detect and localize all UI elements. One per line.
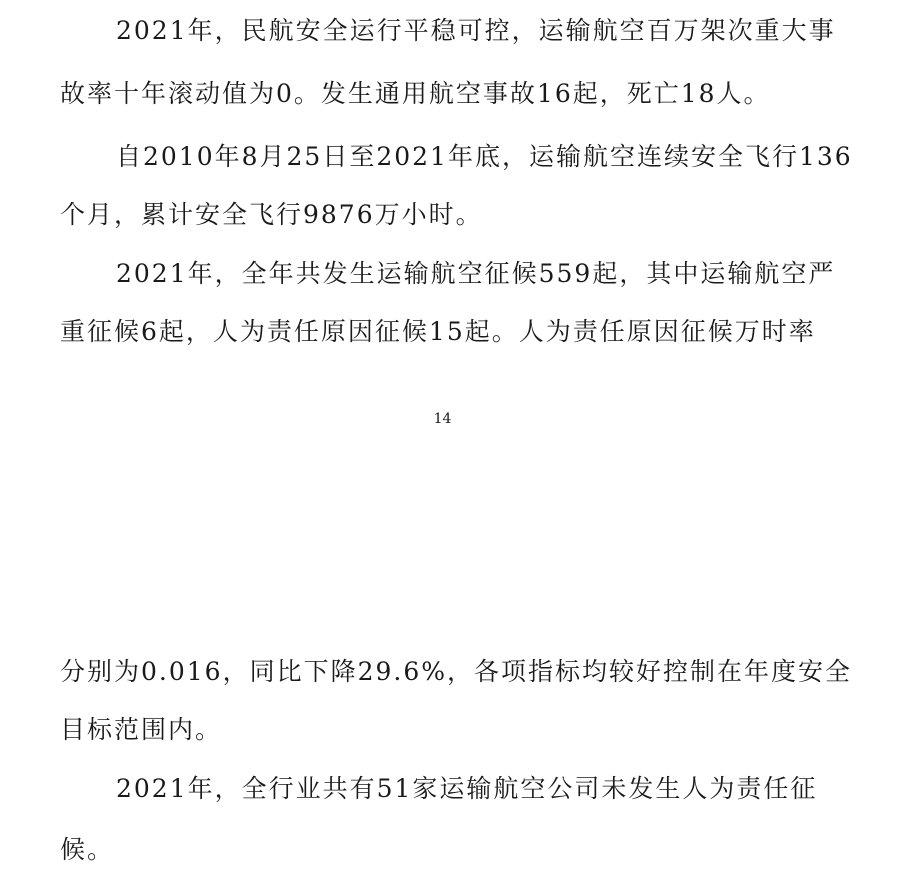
paragraph-3-line-1: 2021年，全年共发生运输航空征候559起，其中运输航空严: [116, 259, 836, 288]
paragraph-2-line-1: 自2010年8月25日至2021年底，运输航空连续安全飞行136: [116, 142, 853, 171]
paragraph-3-line-4: 目标范围内。: [60, 715, 223, 744]
paragraph-4-line-1: 2021年，全行业共有51家运输航空公司未发生人为责任征: [116, 774, 818, 803]
paragraph-3-line-3: 分别为0.016，同比下降29.6%，各项指标均较好控制在年度安全: [60, 657, 852, 686]
paragraph-1-line-1: 2021年，民航安全运行平稳可控，运输航空百万架次重大事: [116, 16, 836, 45]
paragraph-1-line-2: 故率十年滚动值为0。发生通用航空事故16起，死亡18人。: [60, 79, 771, 108]
paragraph-2-line-2: 个月，累计安全飞行9876万小时。: [60, 200, 483, 229]
paragraph-4-line-2: 候。: [60, 835, 115, 864]
page-number: 14: [433, 411, 452, 427]
paragraph-3-line-2: 重征候6起，人为责任原因征候15起。人为责任原因征候万时率: [60, 317, 816, 346]
